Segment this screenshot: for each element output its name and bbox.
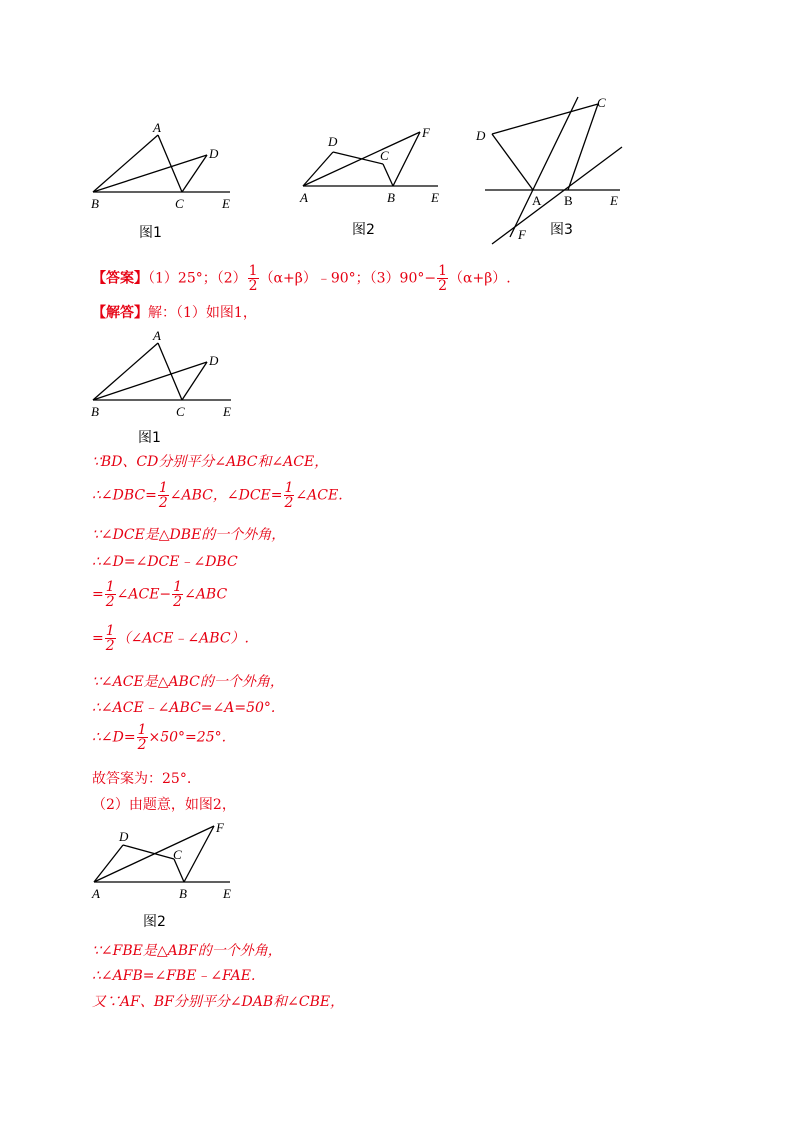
figure-1-top [85, 118, 245, 218]
step-11: （2）由题意，如图2， [92, 797, 236, 813]
solution-tag: 【解答】 [92, 305, 148, 321]
step-10: 故答案为：25°. [92, 771, 192, 787]
step-3: ∵∠DCE是△DBE的一个外角， [92, 527, 286, 543]
fraction-half: $\frac{1}{2}$ [105, 623, 115, 654]
step-9 [92, 723, 226, 752]
label-D: D [476, 128, 486, 143]
label-C: C [173, 847, 182, 862]
figure-1-solution [85, 327, 245, 422]
label-B: B [387, 190, 395, 205]
step-5-a: = [92, 586, 104, 603]
step-5 [92, 580, 227, 609]
label-F: F [518, 227, 526, 242]
step-5-b: ∠ACE− [116, 586, 172, 603]
figure-3-caption: 图3 [550, 222, 573, 238]
step-5-c: ∠ABC [184, 586, 228, 603]
fraction-half: $\frac{1}{2}$ [158, 480, 168, 511]
solution-intro [92, 303, 257, 323]
step-2-a: ∴∠DBC= [92, 487, 157, 504]
step-6-a: = [92, 630, 104, 647]
label-F: F [216, 820, 224, 835]
label-D: D [209, 353, 219, 368]
figure-2-caption: 图2 [352, 222, 375, 238]
figure-2-solution [88, 815, 248, 905]
answer-line [92, 264, 511, 293]
answer-part3: （α+β）. [449, 270, 511, 287]
label-A: A [300, 190, 308, 205]
answer-tag: 【答案】 [92, 270, 148, 287]
label-F: F [422, 125, 430, 140]
fraction-half: $\frac{1}{2}$ [284, 480, 294, 511]
step-2-c: ∠ACE. [295, 487, 343, 504]
solution-intro-text: 解：（1）如图1， [148, 305, 257, 321]
step-9-a: ∴∠D= [92, 729, 136, 746]
label-C: C [380, 148, 389, 163]
label-A: A [153, 328, 161, 343]
step-12: ∵∠FBE是△ABF的一个外角， [92, 943, 282, 959]
step-4: ∴∠D=∠DCE﹣∠DBC [92, 554, 238, 570]
label-E: E [431, 190, 439, 205]
figure-2-top [295, 122, 455, 212]
step-13: ∴∠AFB=∠FBE﹣∠FAE. [92, 968, 256, 984]
label-E: E [610, 193, 618, 208]
answer-part2: （α+β）﹣90°；（3）90°− [259, 270, 437, 287]
step-9-b: ×50°=25°. [148, 729, 227, 746]
label-E: E [223, 404, 231, 419]
figure-2-solution-caption: 图2 [143, 914, 166, 930]
label-E: E [222, 196, 230, 211]
fraction-half: $\frac{1}{2}$ [248, 263, 258, 294]
fraction-half: $\frac{1}{2}$ [438, 263, 448, 294]
step-6 [92, 624, 249, 653]
step-7: ∵∠ACE是△ABC的一个外角， [92, 674, 284, 690]
figure-1-caption: 图1 [139, 225, 162, 241]
answer-part1: （1）25°；（2） [148, 270, 247, 287]
label-D: D [119, 829, 129, 844]
step-8: ∴∠ACE﹣∠ABC=∠A=50°. [92, 700, 276, 716]
fraction-half: $\frac{1}{2}$ [173, 579, 183, 610]
step-2 [92, 481, 343, 510]
step-1: ∵BD、CD分别平分∠ABC和∠ACE， [92, 454, 329, 470]
label-D: D [209, 146, 219, 161]
step-14: 又∵AF、BF分别平分∠DAB和∠CBE， [92, 994, 345, 1010]
label-A: A [92, 886, 100, 901]
label-D: D [328, 134, 338, 149]
fraction-half: $\frac{1}{2}$ [137, 722, 147, 753]
fraction-half: $\frac{1}{2}$ [105, 579, 115, 610]
label-B: B [179, 886, 187, 901]
label-C: C [597, 95, 606, 110]
label-E: E [223, 886, 231, 901]
label-B: B [91, 196, 99, 211]
label-B: B [564, 193, 573, 208]
label-B: B [91, 404, 99, 419]
label-A: A [532, 193, 542, 208]
label-A: A [153, 120, 161, 135]
figure-1-solution-caption: 图1 [138, 430, 161, 446]
label-C: C [176, 404, 185, 419]
step-6-b: （∠ACE﹣∠ABC）. [116, 630, 249, 647]
label-C: C [175, 196, 184, 211]
step-2-b: ∠ABC，∠DCE= [169, 487, 283, 504]
